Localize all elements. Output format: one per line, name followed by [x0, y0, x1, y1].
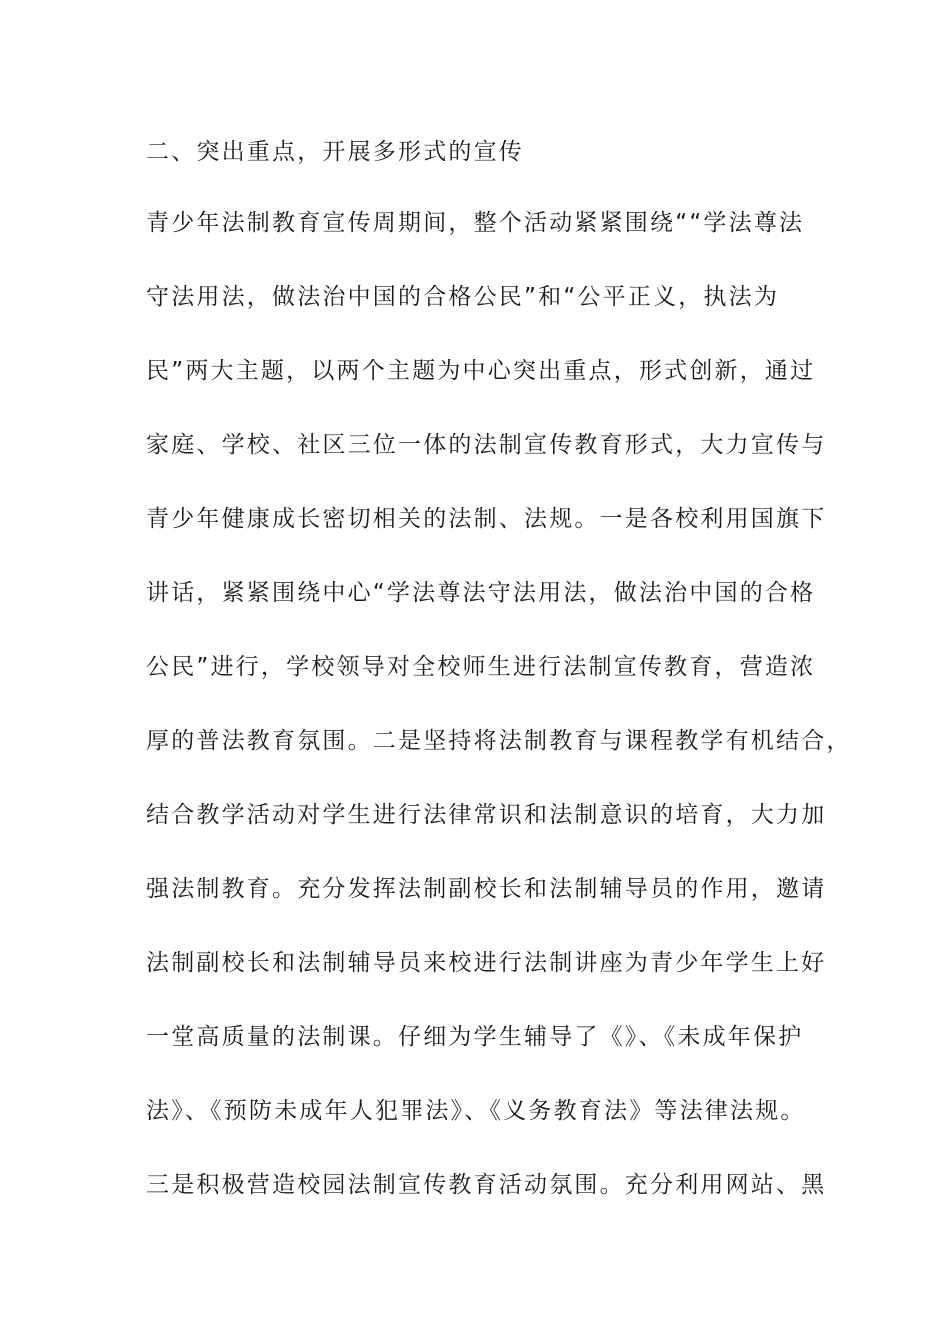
paragraph-line: 青少年法制教育宣传周期间，整个活动紧紧围绕““学法尊法	[146, 210, 805, 236]
paragraph-line: 公民”进行，学校领导对全校师生进行法制宣传教育，营造浓	[146, 654, 816, 680]
paragraph-line: 讲话，紧紧围绕中心“学法尊法守法用法，做法治中国的合格	[146, 580, 816, 606]
paragraph-line: 一堂高质量的法制课。仔细为学生辅导了《》、《未成年保护	[146, 1024, 804, 1050]
paragraph-line: 家庭、学校、社区三位一体的法制宣传教育形式，大力宣传与	[146, 432, 827, 458]
paragraph-line: 结合教学活动对学生进行法律常识和法制意识的培育，大力加	[146, 802, 827, 828]
paragraph-line: 守法用法，做法治中国的合格公民”和“公平正义，执法为	[146, 284, 780, 310]
paragraph-line: 强法制教育。充分发挥法制副校长和法制辅导员的作用，邀请	[146, 876, 827, 902]
paragraph-line: 厚的普法教育氛围。二是坚持将法制教育与课程教学有机结合，	[146, 728, 852, 754]
paragraph-line: 青少年健康成长密切相关的法制、法规。一是各校利用国旗下	[146, 506, 827, 532]
section-heading: 二、突出重点，开展多形式的宣传	[146, 139, 524, 165]
document-body	[146, 118, 852, 1222]
paragraph-line: 民”两大主题，以两个主题为中心突出重点，形式创新，通过	[146, 358, 816, 384]
paragraph-line: 法制副校长和法制辅导员来校进行法制讲座为青少年学生上好	[146, 950, 827, 976]
paragraph-line: 法》、《预防未成年人犯罪法》、《义务教育法》等法律法规。	[146, 1098, 806, 1124]
paragraph-line: 三是积极营造校园法制宣传教育活动氛围。充分利用网站、黑	[146, 1172, 827, 1198]
